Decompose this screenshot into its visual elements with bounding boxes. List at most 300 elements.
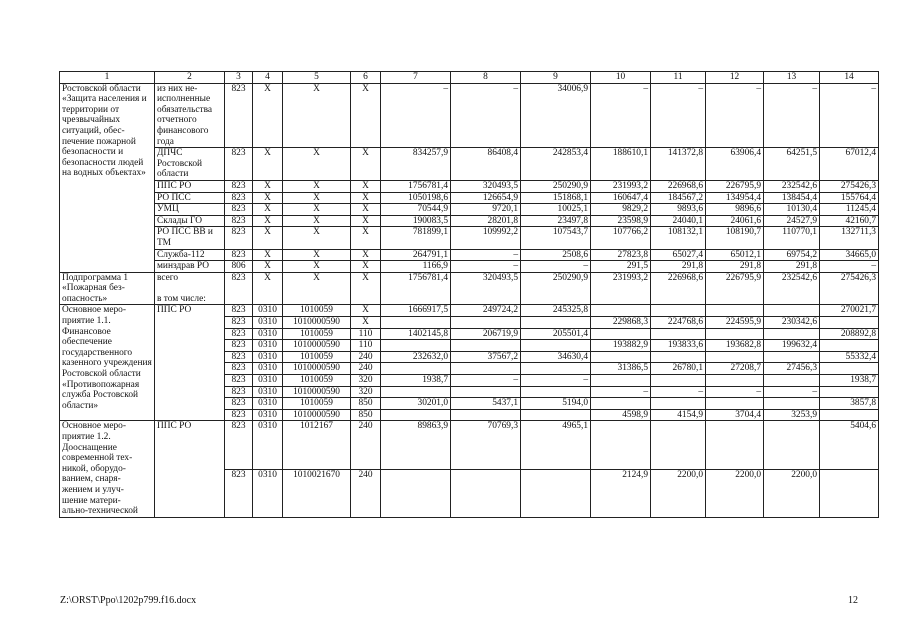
value-cell-c9: 245325,8 [521,305,591,317]
value-cell-c11: 224768,6 [651,317,706,329]
value-cell-c13 [764,328,820,340]
table-row [60,249,879,261]
program-name-cell: Ростовской области «Защита населения и территории от чрезвычайных ситуаций, обес- печение пожарной безопасности и безопасности людей на водных объектах» [60,83,155,272]
value-cell-c13: 27456,3 [764,363,820,375]
value-cell-c6: Х [351,227,381,249]
value-cell-c14: – [820,261,879,273]
value-cell-c4: 0310 [253,375,283,387]
value-cell-c12: 2200,0 [706,469,764,517]
value-cell-c8 [451,340,521,352]
value-cell-c11 [651,351,706,363]
value-cell-c14: 34665,0 [820,249,879,261]
value-cell-c8: 86408,4 [451,148,521,181]
value-cell-c10: 31386,5 [591,363,651,375]
header-cell: 6 [351,72,381,84]
value-cell-c7 [381,469,451,517]
value-cell-c11 [651,421,706,469]
value-cell-c3: 823 [225,83,253,148]
value-cell-c11 [651,375,706,387]
value-cell-c3: 806 [225,261,253,273]
value-cell-c6: 240 [351,363,381,375]
value-cell-c6: 240 [351,421,381,469]
value-cell-c5: 1010000590 [283,386,351,398]
value-cell-c8: 206719,9 [451,328,521,340]
executor-cell: РО ПСС ВВ и ТМ [155,227,225,249]
value-cell-c4: 0310 [253,305,283,317]
value-cell-c3: 823 [225,227,253,249]
value-cell-c6: 240 [351,351,381,363]
value-cell-c8: – [451,83,521,148]
value-cell-c14: 3857,8 [820,398,879,410]
value-cell-c9: 23497,8 [521,215,591,227]
value-cell-c5: Х [283,148,351,181]
value-cell-c8: 320493,5 [451,272,521,305]
header-row [60,72,879,84]
footer-file-path: Z:\ORST\Ppo\1202p799.f16.docx [60,595,197,606]
value-cell-c14 [820,317,879,329]
value-cell-c13 [764,398,820,410]
value-cell-c8: 9720,1 [451,204,521,216]
value-cell-c4: 0310 [253,386,283,398]
value-cell-c4: Х [253,204,283,216]
value-cell-c3: 823 [225,351,253,363]
executor-cell: всего в том числе: [155,272,225,305]
value-cell-c13 [764,351,820,363]
value-cell-c13: 24527,9 [764,215,820,227]
value-cell-c3: 823 [225,192,253,204]
table-row [60,83,879,148]
value-cell-c6: Х [351,272,381,305]
value-cell-c11: 291,8 [651,261,706,273]
value-cell-c4: 0310 [253,328,283,340]
value-cell-c3: 823 [225,305,253,317]
value-cell-c14: 270021,7 [820,305,879,317]
value-cell-c11 [651,328,706,340]
value-cell-c4: 0310 [253,469,283,517]
value-cell-c9 [521,409,591,421]
value-cell-c9: 34630,4 [521,351,591,363]
table-row [60,421,879,469]
value-cell-c14: 11245,4 [820,204,879,216]
value-cell-c12: 224595,9 [706,317,764,329]
value-cell-c11: 9893,6 [651,204,706,216]
value-cell-c4: 0310 [253,340,283,352]
value-cell-c4: Х [253,272,283,305]
value-cell-c10: 23598,9 [591,215,651,227]
value-cell-c3: 823 [225,409,253,421]
value-cell-c10: 231993,2 [591,272,651,305]
value-cell-c6: 850 [351,398,381,410]
executor-cell: РО ПСС [155,192,225,204]
value-cell-c8: 109992,2 [451,227,521,249]
header-cell: 7 [381,72,451,84]
value-cell-c3: 823 [225,180,253,192]
value-cell-c10: – [591,386,651,398]
value-cell-c7: 1666917,5 [381,305,451,317]
value-cell-c12: – [706,83,764,148]
value-cell-c10: – [591,83,651,148]
value-cell-c7: 1166,9 [381,261,451,273]
value-cell-c14: 155764,4 [820,192,879,204]
value-cell-c6: 110 [351,328,381,340]
program-name-cell: Основное меро- приятие 1.1. Финансовое обеспечение государственного казенного учреждения Ростовской области «Противопожарная служба Ростовской области» [60,305,155,421]
value-cell-c10: 9829,2 [591,204,651,216]
value-cell-c5: 1010059 [283,305,351,317]
executor-cell: ППС РО [155,421,225,517]
value-cell-c4: Х [253,192,283,204]
value-cell-c11: 193833,6 [651,340,706,352]
value-cell-c7 [381,363,451,375]
header-cell: 8 [451,72,521,84]
value-cell-c9 [521,363,591,375]
header-cell: 10 [591,72,651,84]
header-cell: 5 [283,72,351,84]
value-cell-c11: 65027,4 [651,249,706,261]
value-cell-c3: 823 [225,340,253,352]
value-cell-c3: 823 [225,148,253,181]
value-cell-c5: 1010021670 [283,469,351,517]
value-cell-c13: 10130,4 [764,204,820,216]
value-cell-c5: Х [283,180,351,192]
value-cell-c7: 1756781,4 [381,272,451,305]
value-cell-c12: – [706,386,764,398]
value-cell-c13: 232542,6 [764,272,820,305]
value-cell-c9: – [521,375,591,387]
value-cell-c7: 30201,0 [381,398,451,410]
executor-cell: УМЦ [155,204,225,216]
value-cell-c14 [820,363,879,375]
value-cell-c6: Х [351,180,381,192]
value-cell-c13: 110770,1 [764,227,820,249]
value-cell-c5: 1012167 [283,421,351,469]
value-cell-c11 [651,305,706,317]
value-cell-c7: – [381,83,451,148]
value-cell-c7 [381,340,451,352]
value-cell-c5: 1010059 [283,328,351,340]
value-cell-c6: 240 [351,469,381,517]
value-cell-c13: – [764,386,820,398]
value-cell-c4: 0310 [253,421,283,469]
value-cell-c14 [820,409,879,421]
value-cell-c12: 65012,1 [706,249,764,261]
value-cell-c12 [706,421,764,469]
table-row [60,227,879,249]
value-cell-c6: 320 [351,375,381,387]
value-cell-c3: 823 [225,398,253,410]
footer-page-number: 12 [848,595,858,606]
value-cell-c11: 4154,9 [651,409,706,421]
value-cell-c13: 232542,6 [764,180,820,192]
value-cell-c13 [764,375,820,387]
value-cell-c6: Х [351,83,381,148]
value-cell-c6: 320 [351,386,381,398]
value-cell-c14: 132711,3 [820,227,879,249]
value-cell-c9: 2508,6 [521,249,591,261]
program-name-cell: Подпрограмма 1 «Пожарная без- опасность» [60,272,155,305]
value-cell-c10: 27823,8 [591,249,651,261]
table-row [60,192,879,204]
value-cell-c5: 1010059 [283,398,351,410]
value-cell-c12: 9896,6 [706,204,764,216]
value-cell-c8: 37567,2 [451,351,521,363]
value-cell-c8: – [451,261,521,273]
value-cell-c7: 1402145,8 [381,328,451,340]
value-cell-c9: 250290,9 [521,180,591,192]
header-cell: 12 [706,72,764,84]
value-cell-c6: Х [351,192,381,204]
value-cell-c12: 193682,8 [706,340,764,352]
value-cell-c6: 110 [351,340,381,352]
value-cell-c9: 151868,1 [521,192,591,204]
value-cell-c9: – [521,261,591,273]
table-row [60,215,879,227]
value-cell-c3: 823 [225,386,253,398]
value-cell-c6: Х [351,317,381,329]
value-cell-c5: 1010059 [283,351,351,363]
value-cell-c11: 2200,0 [651,469,706,517]
value-cell-c7: 264791,1 [381,249,451,261]
value-cell-c13: 230342,6 [764,317,820,329]
executor-cell: ППС РО [155,305,225,421]
value-cell-c13 [764,305,820,317]
value-cell-c8 [451,363,521,375]
value-cell-c4: 0310 [253,398,283,410]
budget-table [59,71,879,518]
value-cell-c12 [706,305,764,317]
table-row [60,305,879,317]
value-cell-c8: 70769,3 [451,421,521,469]
value-cell-c9: 205501,4 [521,328,591,340]
value-cell-c4: Х [253,83,283,148]
value-cell-c14: 208892,8 [820,328,879,340]
value-cell-c11: 226968,6 [651,180,706,192]
table-row [60,180,879,192]
value-cell-c13: 64251,5 [764,148,820,181]
value-cell-c10 [591,328,651,340]
value-cell-c3: 823 [225,215,253,227]
value-cell-c12: 63906,4 [706,148,764,181]
value-cell-c4: Х [253,249,283,261]
value-cell-c9 [521,340,591,352]
value-cell-c10: 229868,3 [591,317,651,329]
value-cell-c4: Х [253,227,283,249]
value-cell-c3: 823 [225,249,253,261]
value-cell-c4: 0310 [253,409,283,421]
value-cell-c7 [381,409,451,421]
value-cell-c12: 24061,6 [706,215,764,227]
value-cell-c14: 275426,3 [820,180,879,192]
table-row [60,261,879,273]
value-cell-c5: Х [283,227,351,249]
header-cell: 13 [764,72,820,84]
executor-cell: Служба-112 [155,249,225,261]
table-row [60,204,879,216]
value-cell-c10: 160647,4 [591,192,651,204]
value-cell-c5: Х [283,261,351,273]
value-cell-c4: Х [253,180,283,192]
value-cell-c9: 5194,0 [521,398,591,410]
value-cell-c3: 823 [225,328,253,340]
value-cell-c11: 141372,8 [651,148,706,181]
value-cell-c10: 231993,2 [591,180,651,192]
value-cell-c5: 1010000590 [283,340,351,352]
value-cell-c9: 242853,4 [521,148,591,181]
value-cell-c11: – [651,386,706,398]
value-cell-c13: 2200,0 [764,469,820,517]
value-cell-c3: 823 [225,363,253,375]
header-cell: 1 [60,72,155,84]
value-cell-c5: Х [283,249,351,261]
executor-cell: из них не- исполненные обязательства отчетного финансового года [155,83,225,148]
value-cell-c9: 34006,9 [521,83,591,148]
table-row [60,272,879,305]
value-cell-c5: 1010000590 [283,317,351,329]
value-cell-c5: 1010000590 [283,363,351,375]
value-cell-c11: 26780,1 [651,363,706,375]
value-cell-c4: 0310 [253,317,283,329]
value-cell-c8: – [451,249,521,261]
value-cell-c8: 28201,8 [451,215,521,227]
value-cell-c6: 850 [351,409,381,421]
value-cell-c12: 226795,9 [706,180,764,192]
value-cell-c6: Х [351,204,381,216]
value-cell-c9 [521,386,591,398]
value-cell-c4: Х [253,261,283,273]
value-cell-c8 [451,317,521,329]
value-cell-c10: 4598,9 [591,409,651,421]
value-cell-c13 [764,421,820,469]
value-cell-c14: 1938,7 [820,375,879,387]
value-cell-c7: 781899,1 [381,227,451,249]
value-cell-c4: Х [253,148,283,181]
executor-cell: ППС РО [155,180,225,192]
value-cell-c7: 70544,9 [381,204,451,216]
value-cell-c10 [591,305,651,317]
value-cell-c6: Х [351,215,381,227]
value-cell-c9: 107543,7 [521,227,591,249]
value-cell-c11 [651,398,706,410]
value-cell-c5: Х [283,83,351,148]
value-cell-c12: 291,8 [706,261,764,273]
value-cell-c3: 823 [225,375,253,387]
value-cell-c5: 1010000590 [283,409,351,421]
value-cell-c7: 1050198,6 [381,192,451,204]
value-cell-c8 [451,386,521,398]
value-cell-c6: Х [351,249,381,261]
header-cell: 9 [521,72,591,84]
value-cell-c12 [706,375,764,387]
value-cell-c4: Х [253,215,283,227]
value-cell-c10: 291,5 [591,261,651,273]
header-cell: 4 [253,72,283,84]
value-cell-c7: 232632,0 [381,351,451,363]
header-cell: 14 [820,72,879,84]
value-cell-c3: 823 [225,272,253,305]
value-cell-c7: 190083,5 [381,215,451,227]
value-cell-c8: 5437,1 [451,398,521,410]
value-cell-c8: 320493,5 [451,180,521,192]
value-cell-c5: Х [283,192,351,204]
value-cell-c13: 138454,4 [764,192,820,204]
executor-cell: минздрав РО [155,261,225,273]
value-cell-c6: Х [351,148,381,181]
value-cell-c12 [706,351,764,363]
value-cell-c5: Х [283,272,351,305]
program-name-cell: Основное меро- приятие 1.2. Дооснащение современной тех- никой, оборудо- ванием, снаря- жением и улуч- шение матери- ально-технической [60,421,155,517]
value-cell-c7 [381,386,451,398]
value-cell-c9 [521,469,591,517]
value-cell-c12: 3704,4 [706,409,764,421]
value-cell-c14: 5404,6 [820,421,879,469]
value-cell-c14: 67012,4 [820,148,879,181]
value-cell-c7 [381,317,451,329]
value-cell-c11: – [651,83,706,148]
value-cell-c14: 42160,7 [820,215,879,227]
value-cell-c12: 108190,7 [706,227,764,249]
value-cell-c8: 249724,2 [451,305,521,317]
value-cell-c3: 823 [225,317,253,329]
value-cell-c3: 823 [225,204,253,216]
value-cell-c7: 834257,9 [381,148,451,181]
value-cell-c7: 89863,9 [381,421,451,469]
value-cell-c3: 823 [225,421,253,469]
value-cell-c14: 55332,4 [820,351,879,363]
value-cell-c14: – [820,83,879,148]
value-cell-c13: – [764,83,820,148]
value-cell-c7: 1938,7 [381,375,451,387]
value-cell-c4: 0310 [253,363,283,375]
value-cell-c6: Х [351,305,381,317]
header-cell: 11 [651,72,706,84]
value-cell-c12: 134954,4 [706,192,764,204]
value-cell-c10 [591,375,651,387]
value-cell-c13: 3253,9 [764,409,820,421]
value-cell-c6: Х [351,261,381,273]
value-cell-c8: 126654,9 [451,192,521,204]
table-row [60,148,879,181]
value-cell-c7: 1756781,4 [381,180,451,192]
value-cell-c13: 291,8 [764,261,820,273]
value-cell-c12: 226795,9 [706,272,764,305]
value-cell-c9 [521,317,591,329]
value-cell-c12 [706,328,764,340]
header-cell: 2 [155,72,225,84]
value-cell-c12 [706,398,764,410]
value-cell-c9: 250290,9 [521,272,591,305]
header-cell: 3 [225,72,253,84]
value-cell-c5: 1010059 [283,375,351,387]
value-cell-c3: 823 [225,469,253,517]
value-cell-c14: 275426,3 [820,272,879,305]
value-cell-c10: 193882,9 [591,340,651,352]
value-cell-c10: 2124,9 [591,469,651,517]
value-cell-c5: Х [283,204,351,216]
value-cell-c11: 226968,6 [651,272,706,305]
value-cell-c11: 24040,1 [651,215,706,227]
value-cell-c9: 10025,1 [521,204,591,216]
value-cell-c12: 27208,7 [706,363,764,375]
value-cell-c14 [820,340,879,352]
executor-cell: Склады ГО [155,215,225,227]
value-cell-c8 [451,409,521,421]
value-cell-c13: 199632,4 [764,340,820,352]
value-cell-c9: 4965,1 [521,421,591,469]
value-cell-c14 [820,469,879,517]
value-cell-c11: 184567,2 [651,192,706,204]
value-cell-c14 [820,386,879,398]
value-cell-c13: 69754,2 [764,249,820,261]
value-cell-c10: 188610,1 [591,148,651,181]
